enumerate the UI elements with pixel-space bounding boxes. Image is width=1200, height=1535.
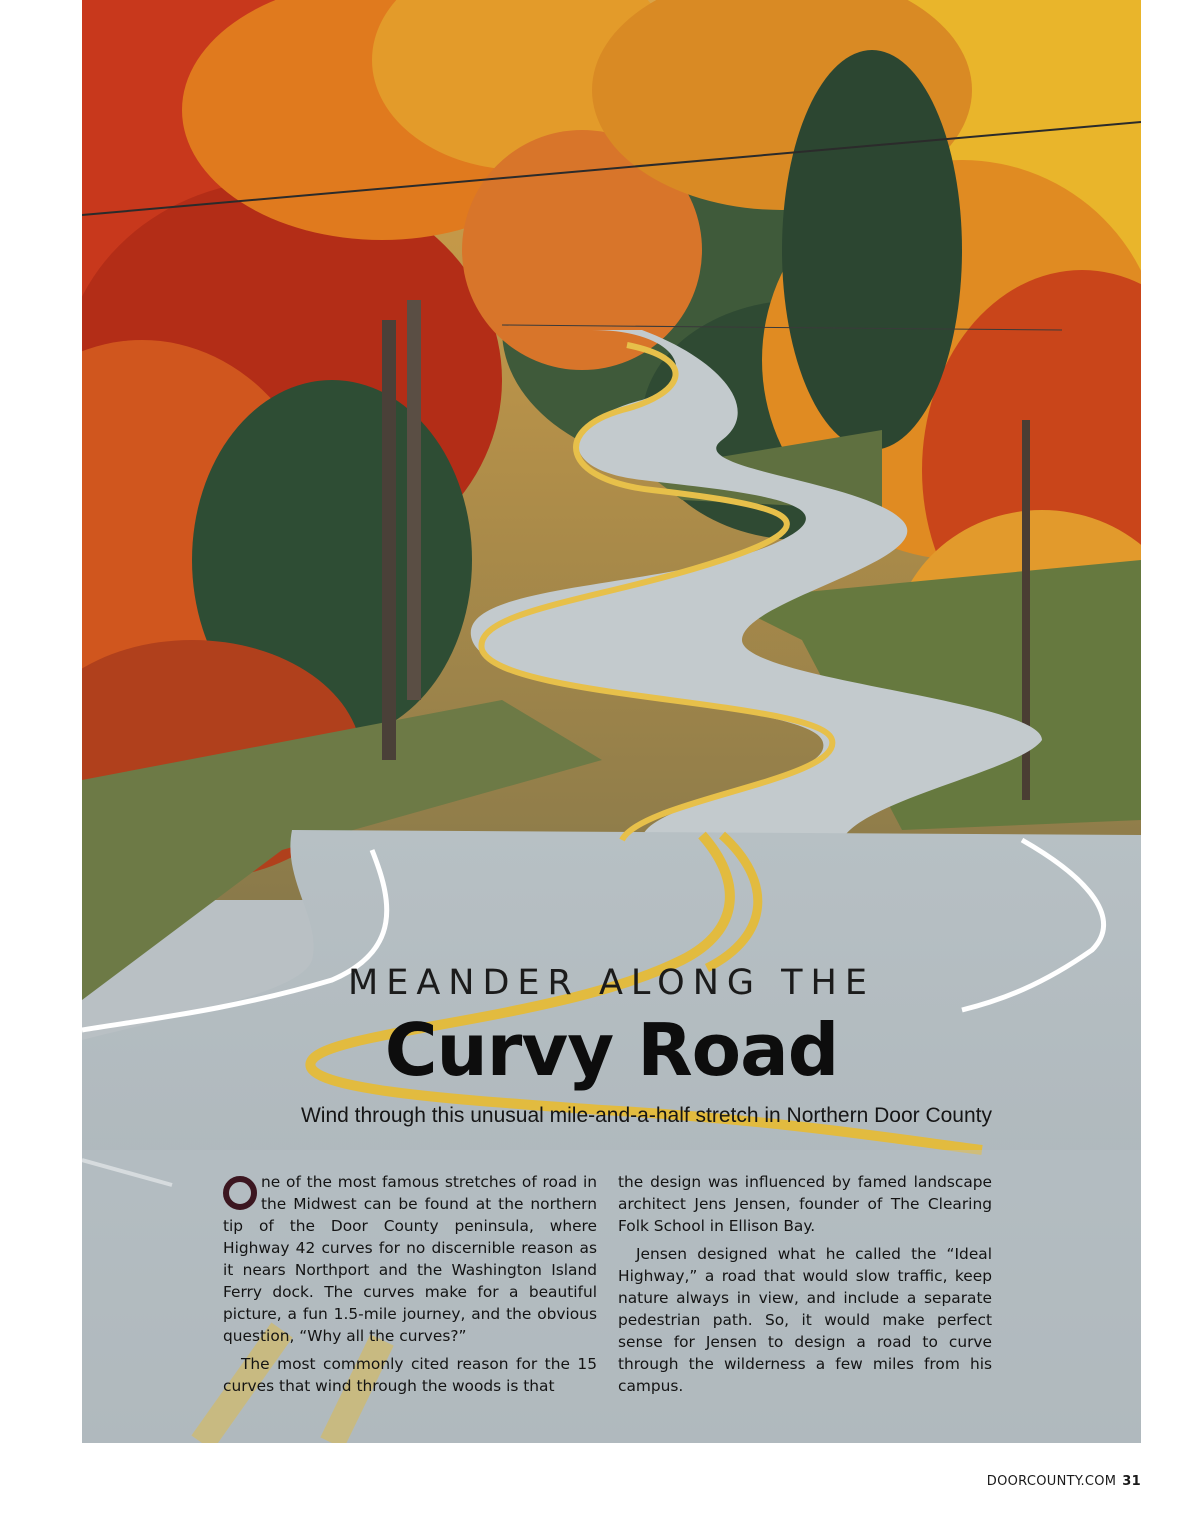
- article-paragraph-2-part-2: the design was influenced by famed landscape architect Jens Jensen, founder of The Clearing Folk School in Ellison Bay.: [618, 1173, 992, 1235]
- page-number: 31: [1122, 1474, 1141, 1489]
- article-paragraph-1: [223, 1171, 597, 1347]
- drop-cap: [223, 1176, 257, 1210]
- article-paragraph-2-part-1: The most commonly cited reason for the 15 curves that wind through the woods is that: [223, 1355, 597, 1395]
- page-footer: [987, 1474, 1141, 1489]
- footer-site: DOORCOUNTY.COM: [986, 1474, 1117, 1489]
- article-subtitle: Wind through this unusual mile-and-a-half stretch in Northern Door County: [300, 1104, 992, 1127]
- article-column-left: [223, 1171, 597, 1403]
- article-column-right: [618, 1171, 992, 1403]
- paragraph-1-text: ne of the most famous stretches of road in the Midwest can be found at the northern tip of the Door County peninsula, where Highway 42 curves for no discernible reason as it nears Northport and the Washington Island Ferry dock. The curves make for a beautiful picture, a fun 1.5-mile journey, and the obvious question, “Why all the curves?”: [223, 1173, 597, 1345]
- article-kicker: MEANDER ALONG THE: [348, 963, 875, 1003]
- article-paragraph-3: Jensen designed what he called the “Ideal Highway,” a road that would slow traffic, keep nature always in view, and include a separate pedestrian path. So, it would make perfect sense for Jensen to design a road to curve through the wilderness a few miles from his campus.: [618, 1245, 992, 1395]
- article-title: Curvy Road: [384, 1008, 839, 1092]
